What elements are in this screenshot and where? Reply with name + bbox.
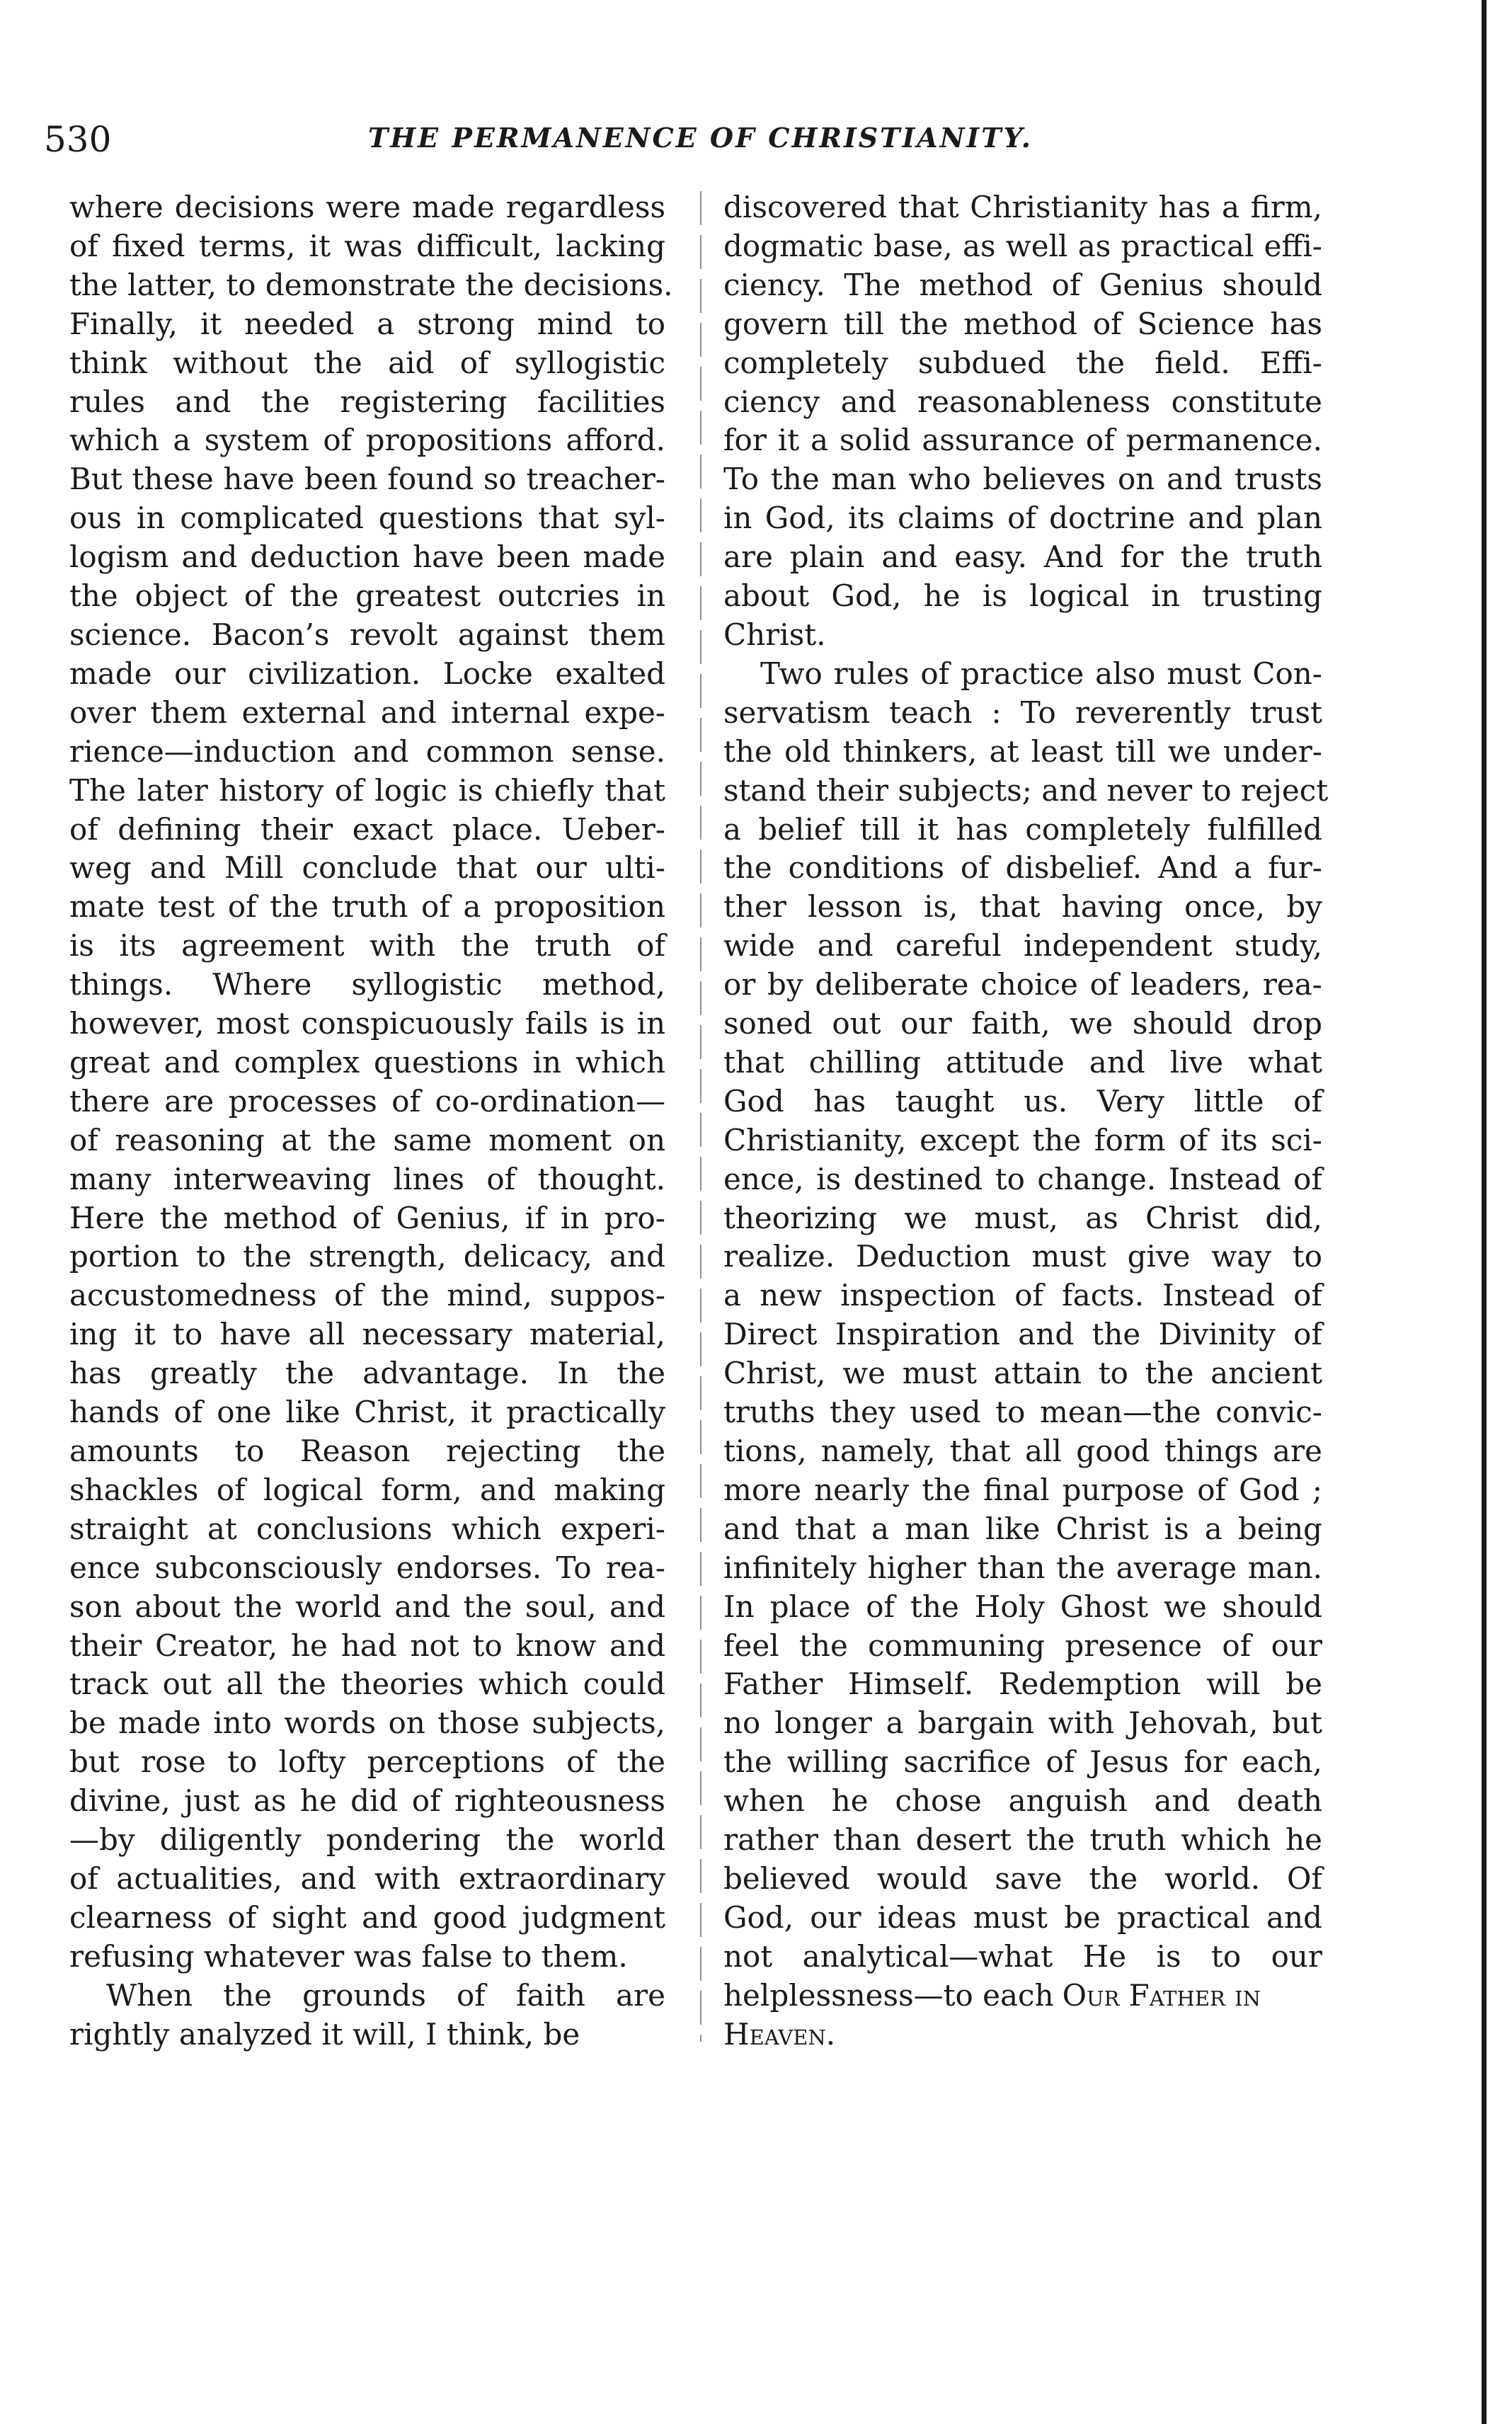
text-line: of reasoning at the same moment on bbox=[69, 1122, 665, 1157]
text-line: Here the method of Genius, if in pro- bbox=[69, 1200, 665, 1235]
text-line: ther lesson is, that having once, by bbox=[723, 889, 1322, 925]
text-line: Heaven. bbox=[723, 2016, 836, 2052]
closing-smallcaps: Our Father in bbox=[1062, 1977, 1261, 2013]
text-line: God has taught us. Very little of bbox=[723, 1083, 1322, 1119]
text-line: made our civilization. Locke exalted bbox=[69, 656, 665, 691]
text-line: the willing sacrifice of Jesus for each, bbox=[723, 1744, 1322, 1780]
text-line bbox=[723, 1977, 1322, 2016]
text-line: ing it to have all necessary material, bbox=[69, 1317, 665, 1352]
text-line: son about the world and the soul, and bbox=[69, 1589, 665, 1624]
text-line: for it a solid assurance of permanence. bbox=[723, 423, 1322, 458]
text-line: straight at conclusions which experi- bbox=[69, 1511, 665, 1546]
text-line: ous in complicated questions that syl- bbox=[69, 501, 665, 536]
text-line: mate test of the truth of a proposition bbox=[69, 889, 665, 925]
text-line: clearness of sight and good judgment bbox=[69, 1899, 665, 1935]
text-line: wide and careful independent study, bbox=[723, 928, 1322, 964]
text-line: hands of one like Christ, it practically bbox=[69, 1395, 665, 1430]
text-line: rules and the registering facilities bbox=[69, 384, 665, 419]
text-line: ence subconsciously endorses. To rea- bbox=[69, 1550, 665, 1585]
text-line: there are processes of co-ordination— bbox=[69, 1083, 665, 1119]
text-line: no longer a bargain with Jehovah, but bbox=[723, 1705, 1322, 1741]
text-line: Finally, it needed a strong mind to bbox=[69, 306, 665, 341]
text-line: soned out our faith, we should drop bbox=[723, 1006, 1322, 1041]
text-line: portion to the strength, delicacy, and bbox=[69, 1239, 665, 1274]
text-line: that chilling attitude and live what bbox=[723, 1044, 1322, 1080]
text-line: track out all the theories which could bbox=[69, 1667, 665, 1702]
text-line: of actualities, and with extraordinary bbox=[69, 1860, 665, 1896]
right-column bbox=[723, 188, 1329, 2054]
text-line: shackles of logical form, and making bbox=[69, 1472, 665, 1507]
text-line: servatism teach : To reverently trust bbox=[723, 694, 1322, 730]
text-line: weg and Mill conclude that our ulti- bbox=[69, 850, 665, 886]
text-line: their Creator, he had not to know and bbox=[69, 1628, 665, 1663]
text-line: or by deliberate choice of leaders, rea- bbox=[723, 967, 1322, 1002]
text-line: the old thinkers, at least till we under- bbox=[723, 733, 1322, 769]
text-line: Christ, we must attain to the ancient bbox=[723, 1356, 1322, 1391]
left-column bbox=[69, 188, 673, 2054]
text-line: in God, its claims of doctrine and plan bbox=[723, 501, 1322, 536]
text-line: But these have been found so treacher- bbox=[69, 462, 665, 497]
text-line: more nearly the final purpose of God ; bbox=[723, 1472, 1322, 1507]
text-line: think without the aid of syllogistic bbox=[69, 345, 665, 380]
text-line: and that a man like Christ is a being bbox=[723, 1511, 1322, 1546]
text-line: Father Himself. Redemption will be bbox=[723, 1667, 1322, 1702]
text-line: but rose to lofty perceptions of the bbox=[69, 1744, 665, 1780]
column-divider bbox=[700, 191, 701, 2042]
text-line: where decisions were made regardless bbox=[69, 190, 665, 224]
text-line: The later history of logic is chiefly that bbox=[69, 772, 665, 808]
text-line: infinitely higher than the average man. bbox=[723, 1550, 1322, 1585]
text-line: Direct Inspiration and the Divinity of bbox=[723, 1317, 1322, 1352]
text-line: a belief till it has completely fulfilled bbox=[723, 811, 1322, 847]
page-edge-rule bbox=[1482, 0, 1487, 2424]
text-line: When the grounds of faith are bbox=[106, 1977, 665, 2013]
text-line: Christ. bbox=[723, 617, 826, 652]
text-line: In place of the Holy Ghost we should bbox=[723, 1589, 1322, 1624]
text-line: not analytical—what He is to our bbox=[723, 1938, 1322, 1974]
text-line: refusing whatever was false to them. bbox=[69, 1938, 628, 1974]
text-line: ciency and reasonableness constitute bbox=[723, 384, 1322, 419]
closing-text: helplessness—to each bbox=[723, 1977, 1054, 2013]
text-line: divine, just as he did of righteousness bbox=[69, 1783, 665, 1819]
text-line: rience—induction and common sense. bbox=[69, 733, 665, 769]
text-line: the conditions of disbelief. And a fur- bbox=[723, 850, 1322, 886]
text-line: has greatly the advantage. In the bbox=[69, 1356, 665, 1391]
text-line: be made into words on those subjects, bbox=[69, 1705, 665, 1741]
text-line: logism and deduction have been made bbox=[69, 539, 665, 575]
text-line: God, our ideas must be practical and bbox=[723, 1899, 1322, 1935]
text-line: great and complex questions in which bbox=[69, 1044, 665, 1080]
text-line: govern till the method of Science has bbox=[723, 306, 1322, 341]
text-line: of defining their exact place. Ueber- bbox=[69, 811, 665, 847]
page-number: 530 bbox=[44, 119, 112, 160]
text-line: ciency. The method of Genius should bbox=[723, 267, 1322, 302]
text-line: Two rules of practice also must Con- bbox=[760, 656, 1322, 691]
text-line: Christianity, except the form of its sci- bbox=[723, 1122, 1322, 1157]
text-line: truths they used to mean—the convic- bbox=[723, 1395, 1322, 1430]
text-line: tions, namely, that all good things are bbox=[723, 1434, 1322, 1468]
text-line: when he chose anguish and death bbox=[723, 1783, 1322, 1819]
text-line: —by diligently pondering the world bbox=[69, 1822, 665, 1858]
text-line: many interweaving lines of thought. bbox=[69, 1161, 665, 1196]
text-line: To the man who believes on and trusts bbox=[723, 462, 1322, 497]
text-line: stand their subjects; and never to reject bbox=[723, 772, 1329, 808]
text-line: realize. Deduction must give way to bbox=[723, 1239, 1322, 1274]
text-line: the object of the greatest outcries in bbox=[69, 578, 665, 614]
running-title: THE PERMANENCE OF CHRISTIANITY. bbox=[368, 122, 1033, 154]
text-line: over them external and internal expe- bbox=[69, 694, 665, 730]
text-line: feel the communing presence of our bbox=[723, 1628, 1322, 1663]
text-line: completely subdued the field. Effi- bbox=[723, 345, 1322, 380]
text-line: the latter, to demonstrate the decisions. bbox=[69, 267, 673, 302]
text-line: about God, he is logical in trusting bbox=[723, 578, 1322, 614]
text-line: amounts to Reason rejecting the bbox=[69, 1434, 665, 1468]
text-line: a new inspection of facts. Instead of bbox=[723, 1278, 1322, 1313]
text-line: are plain and easy. And for the truth bbox=[723, 539, 1322, 575]
text-line: rightly analyzed it will, I think, be bbox=[69, 2016, 580, 2052]
text-line: is its agreement with the truth of bbox=[69, 928, 665, 964]
text-line: however, most conspicuously fails is in bbox=[69, 1006, 665, 1041]
text-line: of fixed terms, it was difficult, lacking bbox=[69, 228, 665, 263]
text-line: rather than desert the truth which he bbox=[723, 1822, 1322, 1858]
text-line: discovered that Christianity has a firm, bbox=[723, 190, 1322, 224]
text-line: science. Bacon’s revolt against them bbox=[69, 617, 665, 652]
text-line: which a system of propositions afford. bbox=[69, 423, 665, 458]
text-line: ence, is destined to change. Instead of bbox=[723, 1161, 1322, 1196]
text-line: theorizing we must, as Christ did, bbox=[723, 1200, 1322, 1235]
text-line: dogmatic base, as well as practical effi- bbox=[723, 228, 1322, 263]
text-line: accustomedness of the mind, suppos- bbox=[69, 1278, 665, 1313]
text-line: things. Where syllogistic method, bbox=[69, 967, 665, 1002]
text-line: believed would save the world. Of bbox=[723, 1860, 1322, 1896]
